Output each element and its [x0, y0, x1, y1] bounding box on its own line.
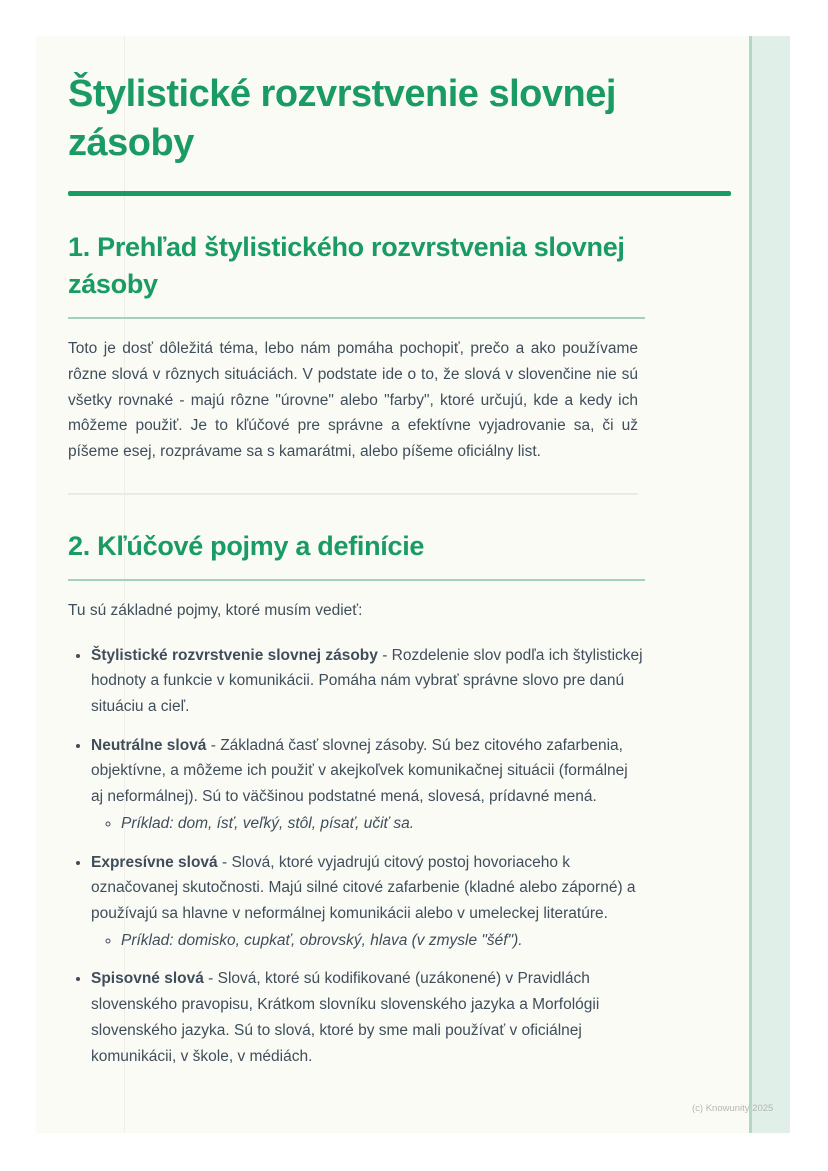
section-definitions — [68, 528, 790, 1069]
term-name: Spisovné slová — [91, 970, 204, 988]
term-item-expressive-words — [91, 850, 643, 954]
title-rule — [68, 191, 731, 196]
term-definition: - Základná časť slovnej zásoby. Sú bez citového zafarbenia, objektívne, a môžeme ich použiť v akejkoľvek komunikačnej situácii (formálnej aj neformálnej). Sú to väčšinou podstatné mená, slovesá, prídavné mená. — [91, 736, 628, 806]
section-overview — [68, 229, 790, 465]
terms-list — [68, 643, 643, 1070]
section-overview-paragraph: Toto je dosť dôležitá téma, lebo nám pomáha pochopiť, prečo a ako používame rôzne slová v rôznych situáciách. V podstate ide o to, že slová v slovenčine nie sú všetky rovnaké - majú rôzne "úrovne" alebo "farby", ktoré určujú, kde a kedy ich môžeme použiť. Je to kľúčové pre správne a efektívne vyjadrovanie sa, či už píšeme esej, rozprávame sa s kamarátmi, alebo píšeme oficiálny list. — [68, 340, 638, 461]
section-overview-heading: 1. Prehľad štylistického rozvrstvenia slovnej zásoby — [68, 229, 645, 319]
term-name: Štylistické rozvrstvenie slovnej zásoby — [91, 646, 378, 664]
term-item-stylistic-stratification — [91, 643, 643, 720]
page-content — [36, 36, 790, 1069]
copyright-note: (c) Knowunity 2025 — [692, 1103, 774, 1114]
term-item-neutral-words — [91, 733, 643, 837]
term-name: Expresívne slová — [91, 853, 218, 871]
page-title: Štylistické rozvrstvenie slovnej zásoby — [68, 73, 616, 164]
term-item-standard-words — [91, 966, 643, 1069]
section-definitions-intro: Tu sú základné pojmy, ktoré musím vedieť: — [68, 601, 363, 619]
section-definitions-heading: 2. Kľúčové pojmy a definície — [68, 528, 645, 581]
example-list — [91, 928, 643, 954]
example-item: ◦ Príklad: dom, ísť, veľký, stôl, písať, učiť sa. — [121, 811, 643, 837]
section-divider — [68, 493, 638, 495]
example-item: ◦ Príklad: domisko, cupkať, obrovský, hlava (v zmysle "šéf"). — [121, 928, 643, 954]
term-definition: - Rozdelenie slov podľa ich štylistickej hodnoty a funkcie v komunikácii. Pomáha nám vybrať správne slovo pre danú situáciu a cieľ. — [91, 646, 643, 715]
term-definition: - Slová, ktoré vyjadrujú citový postoj hovoriaceho k označovanej skutočnosti. Majú silné citové zafarbenie (kladné alebo záporné) a používajú sa hlavne v neformálnej komunikácii alebo v umeleckej literatúre. — [91, 853, 636, 922]
term-name: Neutrálne slová — [91, 736, 207, 754]
example-list — [91, 811, 643, 837]
term-definition: - Slová, ktoré sú kodifikované (uzákonené) v Pravidlách slovenského pravopisu, Krátkom slovníku slovenského jazyka a Morfológii slovenského jazyka. Sú to slová, ktoré by sme mali používať v oficiálnej komunikácii, v škole, v médiách. — [91, 970, 600, 1065]
document-page — [36, 36, 790, 1133]
